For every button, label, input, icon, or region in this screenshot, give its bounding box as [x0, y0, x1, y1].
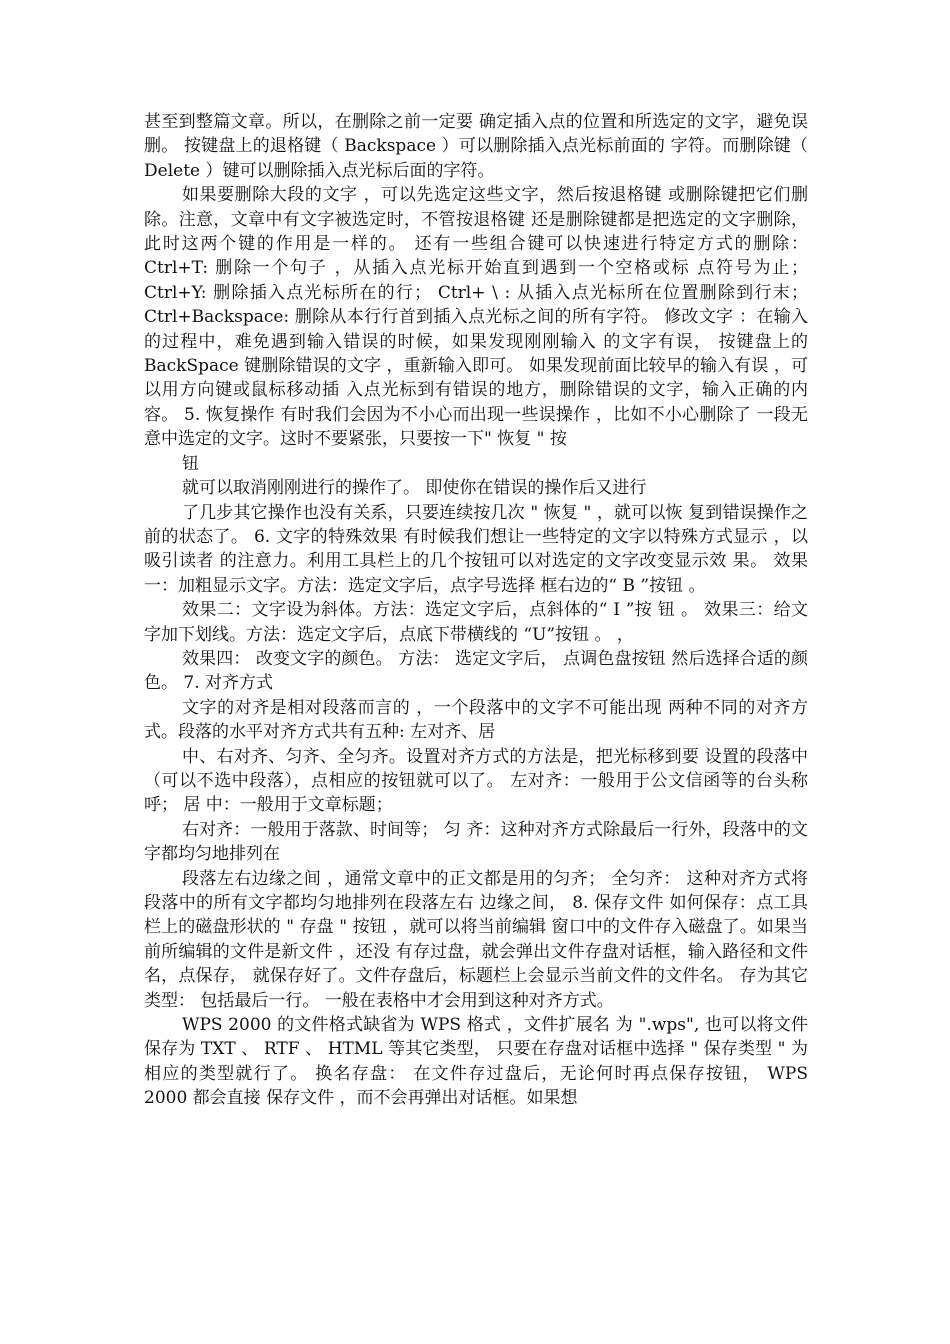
paragraph-6: 效果二：文字设为斜体。方法：选定文字后，点斜体的“ I ”按 钮 。 效果三：给文字加下划线。方法：选定文字后，点底下带横线的 “U”按钮 。 ，	[144, 600, 808, 645]
paragraph-10: 右对齐：一般用于落款、时间等； 匀 齐：这种对齐方式除最后一行外，段落中的文字都均匀地排列在	[144, 819, 808, 865]
document-body	[144, 110, 808, 1111]
paragraph-11: 段落左右边缘之间 ，通常文章中的正文都是用的匀齐； 全匀齐： 这种对齐方式将段落中的所有文字都均匀地排列在段落左右 边缘之间， 8. 保存文件 如何保存：点工具栏上的磁盘形状的 " 存盘 " 按钮 ，就可以将当前编辑 窗口中的文件存入磁盘了。如果当前所编辑的文件是新文件 ，还没 有存过盘，就会弹出文件存盘对话框，输入路径和文件名，点保存， 就保存好了。文件存盘后，标题栏上会显示当前文件的文件名。 存为其它类型： 包括最后一行。 一般在表格中才会用到这种对齐方式。	[144, 868, 808, 1011]
paragraph-2: 如果要删除大段的文字 ，可以先选定这些文字，然后按退格键 或删除键把它们删除。注意，文章中有文字被选定时，不管按退格键 还是删除键都是把选定的文字删除， 此时这两个键的作用是一样的。 还有一些组合键可以快速进行特定方式的删除： Ctrl+T: 删除一个句子 ，从插入点光标开始直到遇到一个空格或标 点符号为止； Ctrl+Y: 删除插入点光标所在的行； Ctrl+ \ : 从插入点光标所在位置删除到行末； Ctrl+Backspace: 删除从本行行首到插入点光标之间的所有字符。 修改文字 ：在输入的过程中，难免遇到输入错误的时候，如果发现刚刚输入 的文字有误， 按键盘上的 BackSpace 键删除错误的文字 ，重新输入即可。 如果发现前面比较早的输入有误 ，可以用方向键或鼠标移动插 入点光标到有错误的地方，删除错误的文字，输入正确的内容。 5. 恢复操作 有时我们会因为不小心而出现一些误操作 ，比如不小心删除了 一段无意中选定的文字。这时不要紧张，只要按一下" 恢复 " 按	[144, 185, 808, 450]
paragraph-8: 文字的对齐是相对段落而言的 ，一个段落中的文字不可能出现 两种不同的对齐方式。段落的水平对齐方式共有五种: 左对齐、居	[144, 697, 808, 743]
paragraph-9: 中、右对齐、匀齐、全匀齐。设置对齐方式的方法是，把光标移到要 设置的段落中（可以不选中段落），点相应的按钮就可以了。 左对齐：一般用于公文信函等的台头称呼； 居 中：一般用于文章标题；	[144, 746, 808, 816]
paragraph-7: 效果四： 改变文字的颜色。 方法： 选定文字后， 点调色盘按钮 然后选择合适的颜色。 7. 对齐方式	[144, 648, 808, 694]
paragraph-4: 就可以取消刚刚进行的操作了。 即使你在错误的操作后又进行	[182, 478, 647, 499]
paragraph-12: WPS 2000 的文件格式缺省为 WPS 格式 ，文件扩展名 为 ".wps", 也可以将文件保存为 TXT 、 RTF 、 HTML 等其它类型， 只要在存盘对话框中选择 " 保存类型 " 为相应的类型就行了。 换名存盘： 在文件存过盘后，无论何时再点保存按钮， WPS 2000 都会直接 保存文件 ，而不会再弹出对话框。如果想	[144, 1015, 808, 1109]
paragraph-5: 了几步其它操作也没有关系，只要连续按几次 " 恢复 " ，就可以恢 复到错误操作之前的状态了。 6. 文字的特殊效果 有时候我们想让一些特定的文字以特殊方式显示 ，以吸引读者 的注意力。利用工具栏上的几个按钮可以对选定的文字改变显示效 果。 效果一：加粗显示文字。方法：选定文字后，点字号选择 框右边的“ B ”按钮 。	[144, 502, 808, 596]
paragraph-1: 甚至到整篇文章。所以，在删除之前一定要 确定插入点的位置和所选定的文字，避免误删。 按键盘上的退格键（ Backspace ）可以删除插入点光标前面的 字符。而删除键（ Delete ）键可以删除插入点光标后面的字符。	[144, 112, 808, 181]
paragraph-3: 钮	[182, 453, 199, 474]
